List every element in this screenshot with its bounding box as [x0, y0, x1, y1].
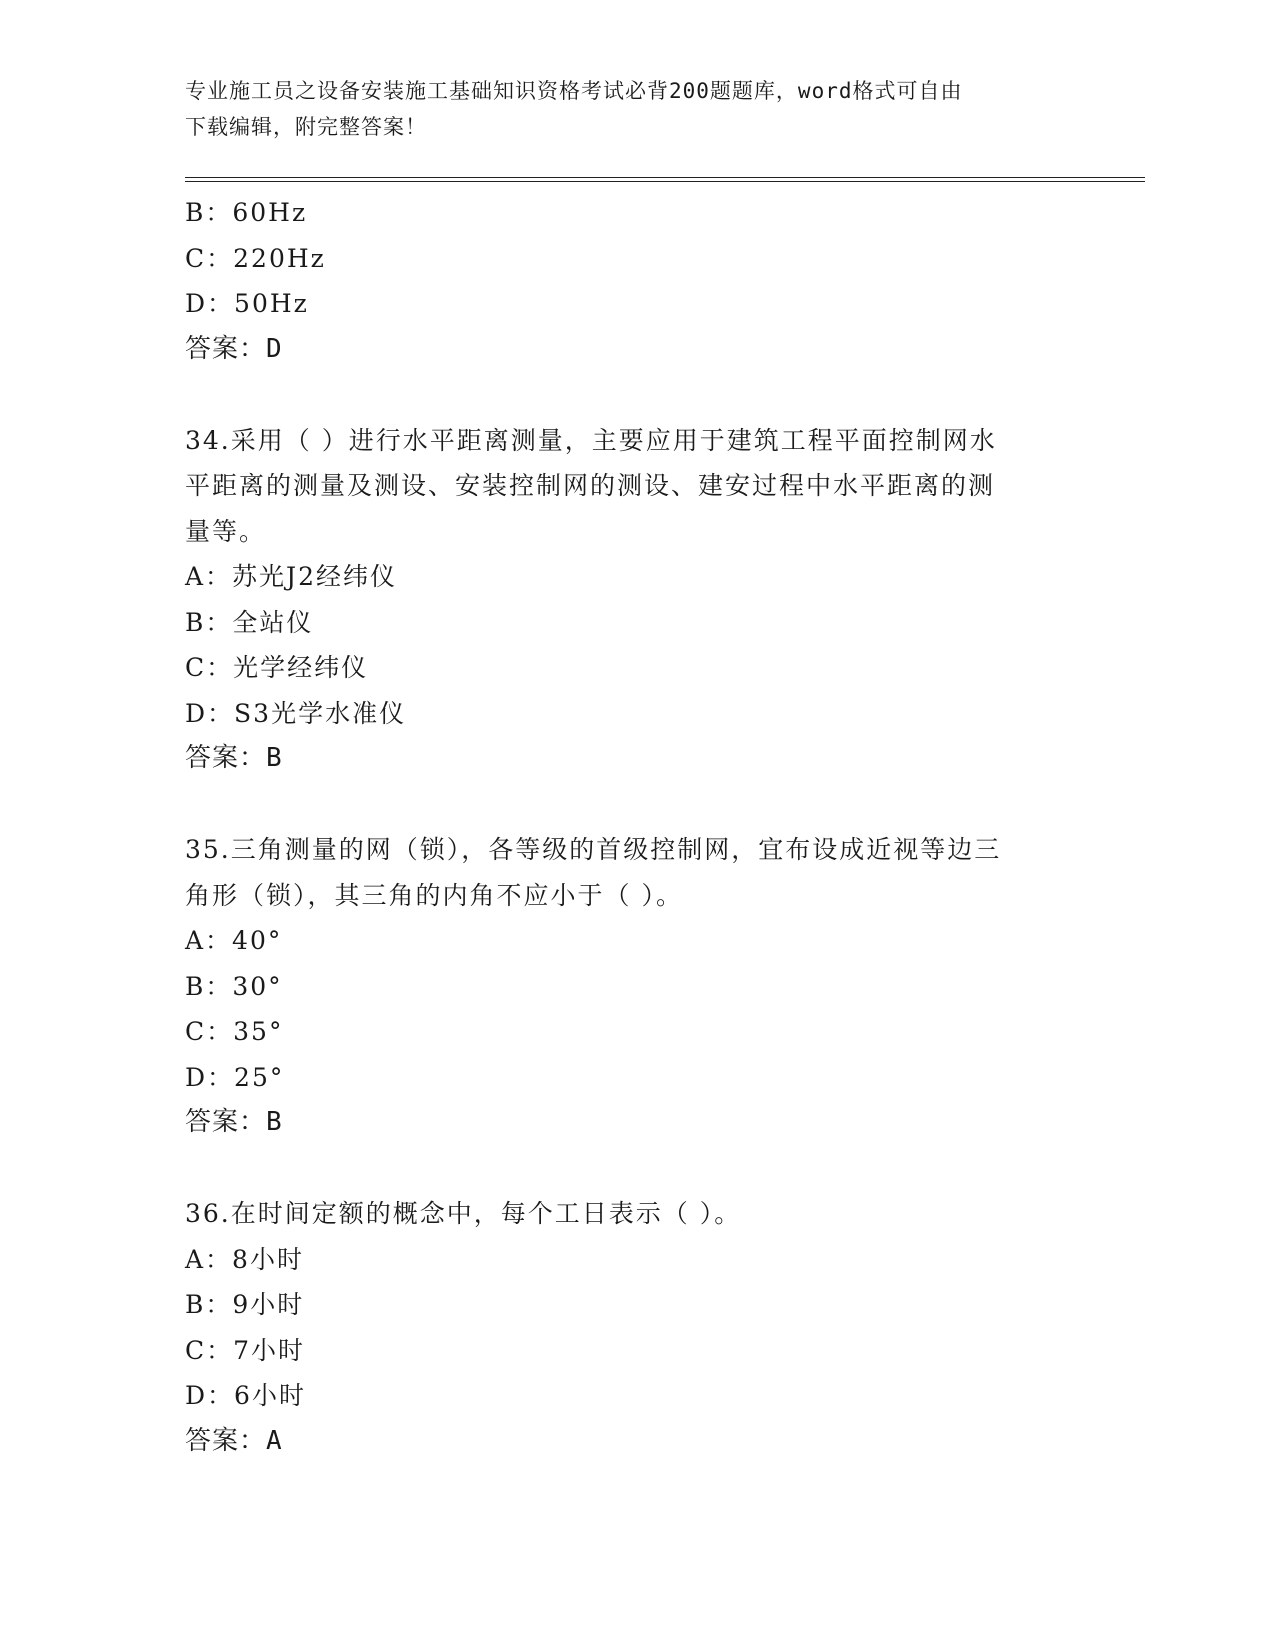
option-a: A：苏光J2经纬仪	[185, 562, 397, 591]
option-b: B：60Hz	[185, 198, 308, 227]
option-c: C：光学经纬仪	[185, 653, 369, 682]
question-block-33	[185, 190, 1075, 372]
document-header	[185, 73, 1065, 145]
question-text-line: 35.三角测量的网（锁），各等级的首级控制网，宜布设成近视等边三	[185, 835, 1002, 864]
option-d: D：50Hz	[185, 289, 309, 318]
question-text-line: 角形（锁），其三角的内角不应小于（ ）。	[185, 880, 683, 910]
question-text-line: 量等。	[185, 516, 267, 546]
option-c: C：220Hz	[185, 243, 326, 273]
option-b: B：全站仪	[185, 607, 314, 637]
option-b: B：9小时	[185, 1290, 305, 1319]
option-d: D：6小时	[185, 1381, 306, 1410]
header-divider-bottom	[185, 181, 1145, 182]
header-title-line1: 专业施工员之设备安装施工基础知识资格考试必背200题题库，word格式可自由	[185, 79, 963, 103]
answer-label: 答案：D	[185, 333, 283, 364]
option-c: C：35°	[185, 1017, 284, 1046]
question-block-34	[185, 418, 1075, 782]
header-divider-top	[185, 177, 1145, 178]
answer-label: 答案：B	[185, 743, 283, 773]
option-a: A：8小时	[185, 1244, 304, 1274]
answer-label: 答案：B	[185, 1107, 283, 1137]
option-a: A：40°	[185, 926, 283, 955]
answer-label: 答案：A	[185, 1425, 283, 1456]
question-text-line: 34.采用（ ）进行水平距离测量，主要应用于建筑工程平面控制网水	[185, 425, 997, 455]
option-d: D：S3光学水准仪	[185, 698, 407, 728]
question-list	[185, 190, 1075, 1464]
question-block-35	[185, 827, 1075, 1146]
header-title-line2: 下载编辑，附完整答案！	[185, 115, 427, 139]
question-text-line: 平距离的测量及测设、安装控制网的测设、建安过程中水平距离的测	[185, 471, 996, 500]
question-text-line: 36.在时间定额的概念中，每个工日表示（ ）。	[185, 1199, 742, 1228]
option-d: D：25°	[185, 1062, 285, 1092]
option-b: B：30°	[185, 971, 283, 1001]
question-block-36	[185, 1191, 1075, 1464]
option-c: C：7小时	[185, 1335, 306, 1365]
